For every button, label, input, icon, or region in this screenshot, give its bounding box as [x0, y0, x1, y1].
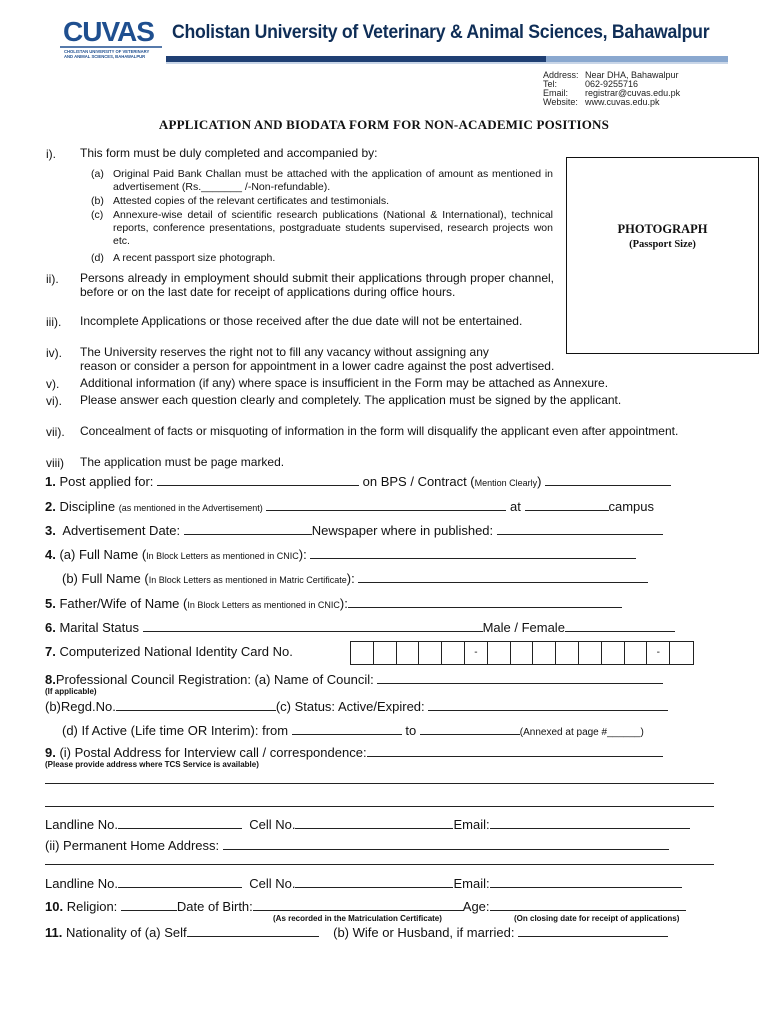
cnic-cell[interactable]: [419, 642, 442, 664]
cell-input-1[interactable]: [295, 817, 453, 829]
field-religion-dob: 10. Religion: Date of Birth: Age:: [45, 899, 686, 914]
email-line: Email: registrar@cuvas.edu.pk: [543, 88, 681, 98]
cnic-cell[interactable]: [397, 642, 420, 664]
status-input[interactable]: [428, 699, 668, 711]
campus-input[interactable]: [525, 499, 609, 511]
instruction-num: iii).: [46, 315, 62, 329]
photograph-subtitle: (Passport Size): [629, 239, 696, 250]
full-name-cnic-input[interactable]: [310, 547, 636, 559]
postal-address-line-3[interactable]: [45, 806, 714, 807]
age-input[interactable]: [490, 899, 686, 911]
sub-num: (b): [91, 195, 104, 207]
tel-line: Tel: 062-9255716: [543, 79, 639, 89]
website-line: Website: www.cuvas.edu.pk: [543, 97, 660, 107]
instruction-i: This form must be duly completed and accompanied by:: [80, 146, 378, 160]
sub-num: (a): [91, 168, 104, 180]
instruction-ii: Persons already in employment should submit their applications through proper channel, before or on the last date for receipt of applications during office hours.: [80, 271, 554, 299]
field-father-name: 5. Father/Wife of Name (In Block Letters as mentioned in CNIC):: [45, 596, 622, 611]
sub-num: (c): [91, 209, 104, 221]
cnic-cell[interactable]: [374, 642, 397, 664]
instruction-b: Attested copies of the relevant certificates and testimonials.: [113, 195, 390, 207]
instruction-num: viii): [46, 456, 64, 470]
postal-address-hint: (Please provide address where TCS Service is available): [45, 760, 259, 769]
field-post-applied: 1. Post applied for: on BPS / Contract (Mention Clearly): [45, 474, 671, 489]
field-postal-address: 9. (i) Postal Address for Interview call / correspondence:: [45, 745, 663, 760]
instruction-num: iv).: [46, 346, 62, 360]
cnic-cell[interactable]: [533, 642, 556, 664]
instruction-num: v).: [46, 377, 60, 391]
father-name-input[interactable]: [348, 596, 622, 608]
council-name-input[interactable]: [377, 672, 663, 684]
permanent-address-input[interactable]: [223, 838, 669, 850]
field-contact-1: Landline No. Cell No. Email:: [45, 817, 690, 832]
postal-address-input[interactable]: [367, 745, 663, 757]
religion-input[interactable]: [121, 899, 177, 911]
cnic-cell[interactable]: [488, 642, 511, 664]
dob-input[interactable]: [253, 899, 463, 911]
field-active-period: (d) If Active (Life time OR Interim): from to (Annexed at page #______): [62, 723, 644, 738]
email-input-2[interactable]: [490, 876, 682, 888]
marital-status-input[interactable]: [143, 620, 483, 632]
newspaper-input[interactable]: [497, 523, 663, 535]
field-council: 8.Professional Council Registration: (a) Name of Council:: [45, 672, 663, 687]
regd-no-input[interactable]: [116, 699, 276, 711]
nationality-spouse-input[interactable]: [518, 925, 668, 937]
instruction-viii: The application must be page marked.: [80, 455, 285, 469]
instruction-num: vii).: [46, 425, 65, 439]
instruction-num: i).: [46, 147, 56, 161]
cnic-cell[interactable]: [670, 642, 693, 664]
active-from-input[interactable]: [292, 723, 402, 735]
bps-contract-input[interactable]: [545, 474, 671, 486]
instruction-a: Original Paid Bank Challan must be attached with the application of amount as mentioned in advertisement (Rs._______ /-Non-refundable).: [113, 168, 553, 193]
cnic-cell[interactable]: [511, 642, 534, 664]
field-cnic: 7. Computerized National Identity Card No.: [45, 644, 293, 659]
university-name: Cholistan University of Veterinary & Animal Sciences, Bahawalpur: [172, 22, 710, 43]
council-hint: (If applicable): [45, 687, 97, 696]
cnic-cell[interactable]: [602, 642, 625, 664]
form-title: APPLICATION AND BIODATA FORM FOR NON-ACADEMIC POSITIONS: [158, 117, 610, 132]
instruction-vi: Please answer each question clearly and completely. The application must be signed by the applicant.: [80, 393, 622, 407]
svg-text:CHOLISTAN UNIVERSITY OF VETERI: CHOLISTAN UNIVERSITY OF VETERINARY: [64, 49, 150, 54]
landline-input-2[interactable]: [118, 876, 242, 888]
field-contact-2: Landline No. Cell No. Email:: [45, 876, 682, 891]
instruction-iv-a: The University reserves the right not to fill any vacancy without assigning any: [80, 345, 489, 359]
field-marital-status: 6. Marital Status Male / Female: [45, 620, 675, 635]
cnic-separator: -: [647, 642, 670, 664]
svg-text:CUVAS: CUVAS: [63, 16, 154, 47]
instruction-d: A recent passport size photograph.: [113, 252, 276, 264]
cnic-separator: -: [465, 642, 488, 664]
field-full-name-cnic: 4. (a) Full Name (In Block Letters as mentioned in CNIC):: [45, 547, 636, 562]
landline-input-1[interactable]: [118, 817, 242, 829]
sub-num: (d): [91, 252, 104, 264]
instruction-num: ii).: [46, 272, 59, 286]
instruction-c: Annexure-wise detail of scientific research publications (National & International), technical reports, conference presentations, postgraduate students supervised, research projects won etc.: [113, 209, 553, 247]
advertisement-date-input[interactable]: [184, 523, 312, 535]
gender-input[interactable]: [565, 620, 675, 632]
photograph-title: PHOTOGRAPH: [617, 222, 708, 236]
field-full-name-matric: (b) Full Name (In Block Letters as mentioned in Matric Certificate):: [62, 571, 648, 586]
email-input-1[interactable]: [490, 817, 690, 829]
cnic-cell[interactable]: [579, 642, 602, 664]
header-band-line: [166, 62, 728, 64]
field-nationality: 11. Nationality of (a) Self (b) Wife or Husband, if married:: [45, 925, 668, 940]
instruction-iv-b: reason or consider a person for appointment in a lower cadre against the post advertised.: [80, 359, 555, 373]
instruction-v: Additional information (if any) where space is insufficient in the Form may be attached as Annexure.: [80, 376, 609, 390]
post-applied-input[interactable]: [157, 474, 359, 486]
cell-input-2[interactable]: [295, 876, 453, 888]
svg-text:AND ANIMAL SCIENCES, BAHAWALPU: AND ANIMAL SCIENCES, BAHAWALPUR: [64, 54, 146, 59]
instruction-iii: Incomplete Applications or those received after the due date will not be entertained.: [80, 314, 523, 328]
dob-hint: (As recorded in the Matriculation Certificate): [273, 914, 442, 923]
age-hint: (On closing date for receipt of applications): [514, 914, 680, 923]
photograph-box[interactable]: [566, 157, 759, 354]
postal-address-line-2[interactable]: [45, 783, 714, 784]
cnic-grid[interactable]: [350, 641, 694, 665]
discipline-input[interactable]: [266, 499, 506, 511]
cnic-cell[interactable]: [442, 642, 465, 664]
field-permanent-address: (ii) Permanent Home Address:: [45, 838, 669, 853]
university-logo: [60, 16, 162, 62]
full-name-matric-input[interactable]: [358, 571, 648, 583]
instruction-vii: Concealment of facts or misquoting of information in the form will disqualify the applicant even after appointment.: [80, 424, 679, 438]
active-to-input[interactable]: [420, 723, 520, 735]
cnic-cell[interactable]: [625, 642, 648, 664]
field-discipline: 2. Discipline (as mentioned in the Advertisement) at campus: [45, 499, 655, 514]
field-advertisement: 3. Advertisement Date: Newspaper where in published:: [45, 523, 663, 538]
permanent-address-line-2[interactable]: [45, 864, 714, 865]
address-line: Address: Near DHA, Bahawalpur: [543, 70, 679, 80]
cnic-cell[interactable]: [556, 642, 579, 664]
nationality-self-input[interactable]: [187, 925, 319, 937]
field-regd-status: (b)Regd.No. (c) Status: Active/Expired:: [45, 699, 668, 714]
cnic-cell[interactable]: [351, 642, 374, 664]
instruction-num: vi).: [46, 394, 62, 408]
